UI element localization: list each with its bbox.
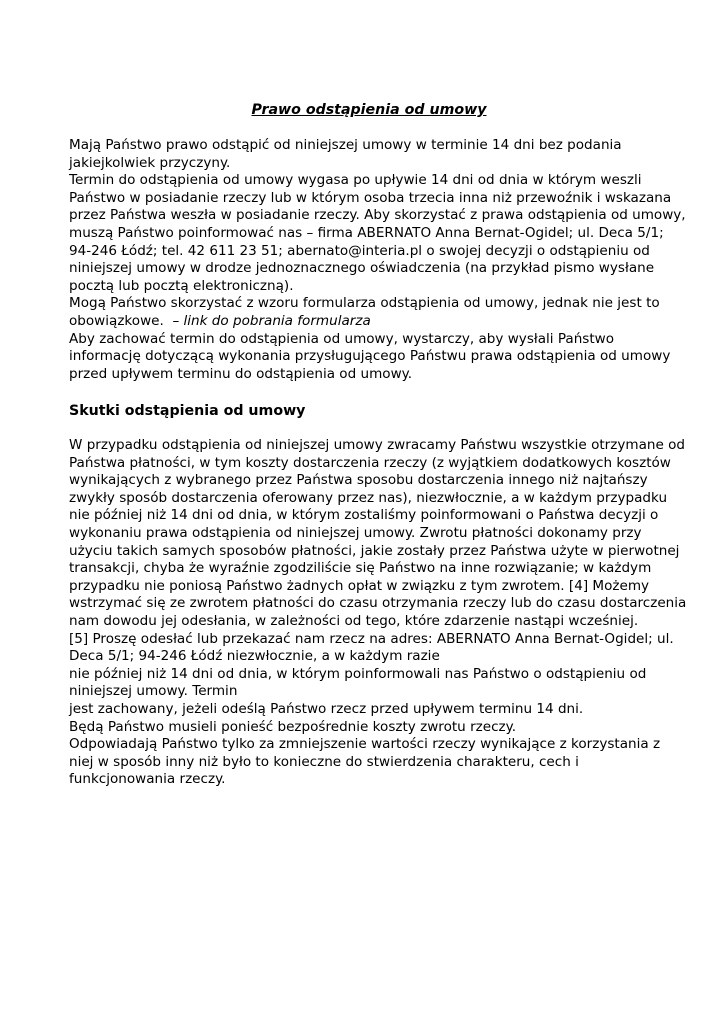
paragraph-line: niniejszej umowy w drodze jednoznacznego oświadczenia (na przykład pismo wysłane [69,260,655,277]
paragraph-line: pocztą lub pocztą elektroniczną). [69,277,294,294]
page-title: Prawo odstąpienia od umowy [251,102,487,118]
paragraph-line: 94-246 Łódź; tel. 42 611 23 51; abernato@interia.pl o swojej decyzji o odstąpieniu od [69,242,650,259]
paragraph-line: Będą Państwo musieli ponieść bezpośrednie koszty zwrotu rzeczy. [69,718,517,735]
paragraph-line: niej w sposób inny niż było to konieczne do stwierdzenia charakteru, cech i [69,753,579,770]
effects-of-withdrawal-section [69,437,687,789]
paragraph-line: informację dotyczącą wykonania przysługującego Państwu prawa odstąpienia od umowy [69,348,671,365]
paragraph-line: wykonaniu prawa odstąpienia od niniejszej umowy. Zwrotu płatności dokonamy przy [69,524,642,541]
paragraph-line: nie później niż 14 dni od dnia, w którym zostaliśmy poinformowani o Państwa decyzji o [69,507,659,524]
paragraph-line: Mają Państwo prawo odstąpić od niniejszej umowy w terminie 14 dni bez podania [69,137,622,153]
paragraph-line: muszą Państwo poinformować nas – firma ABERNATO Anna Bernat-Ogidel; ul. Deca 5/1; [69,224,664,241]
paragraph-line: Aby zachować termin do odstąpienia od umowy, wystarczy, aby wysłali Państwo [69,330,615,347]
paragraph-line: niniejszej umowy. Termin [69,683,238,700]
right-of-withdrawal-section [69,137,686,383]
paragraph-line: użyciu takich samych sposobów płatności, jakie zostały przez Państwa użyte w pierwotnej [69,542,680,559]
paragraph-line: W przypadku odstąpienia od niniejszej umowy zwracamy Państwu wszystkie otrzymane od [69,437,685,453]
paragraph-line: [5] Proszę odesłać lub przekazać nam rzecz na adres: ABERNATO Anna Bernat-Ogidel; ul. [69,630,674,647]
paragraph-line: nie później niż 14 dni od dnia, w którym poinformowali nas Państwo o odstąpieniu od [69,665,647,682]
paragraph-line: przypadku nie poniosą Państwo żadnych opłat w związku z tym zwrotem. [4] Możemy [69,577,650,594]
form-download-link[interactable]: – link do pobrania formularza [172,312,371,329]
paragraph-line: Odpowiadają Państwo tylko za zmniejszenie wartości rzeczy wynikające z korzystania z [69,736,661,753]
paragraph-line: Mogą Państwo skorzystać z wzoru formularza odstąpienia od umowy, jednak nie jest to [69,295,660,312]
paragraph-line: wynikających z wybranego przez Państwa sposobu dostarczenia innego niż najtańszy [69,472,648,489]
paragraph-line: zwykły sposób dostarczenia oferowany przez nas), niezwłocznie, a w każdym przypadku [69,489,668,506]
paragraph-line: wstrzymać się ze zwrotem płatności do czasu otrzymania rzeczy lub do czasu dostarczenia [69,595,687,612]
paragraph-line: Państwo w posiadanie rzeczy lub w którym osoba trzecia inna niż przewoźnik i wskazana [69,189,672,206]
paragraph-line: Państwa płatności, w tym koszty dostarczenia rzeczy (z wyjątkiem dodatkowych kosztów [69,454,671,471]
paragraph-line: nam dowodu jej odesłania, w zależności od tego, które zdarzenie nastąpi wcześniej. [69,612,639,629]
paragraph-line-with-link [69,313,669,331]
paragraph-line: jest zachowany, jeżeli odeślą Państwo rzecz przed upływem terminu 14 dni. [69,700,584,717]
paragraph-line: Termin do odstąpienia od umowy wygasa po upływie 14 dni od dnia w którym weszli [69,172,642,189]
paragraph-line: przez Państwa weszła w posiadanie rzeczy. Aby skorzystać z prawa odstąpienia od umowy, [69,207,686,224]
section-heading-effects: Skutki odstąpienia od umowy [69,403,306,419]
paragraph-line: przed upływem terminu do odstąpienia od umowy. [69,365,413,382]
paragraph-line: transakcji, chyba że wyraźnie zgodziliście się Państwo na inne rozwiązanie; w każdym [69,560,652,577]
paragraph-line: jakiejkolwiek przyczyny. [69,154,231,171]
obligatory-text: obowiązkowe. [69,312,164,329]
paragraph-line: Deca 5/1; 94-246 Łódź niezwłocznie, a w każdym razie [69,648,440,665]
paragraph-line: funkcjonowania rzeczy. [69,771,226,788]
